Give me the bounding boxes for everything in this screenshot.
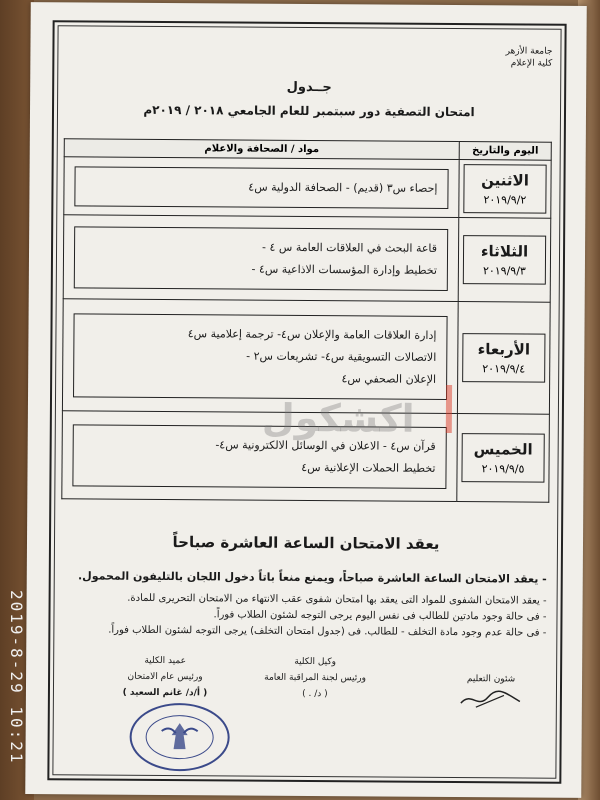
document-paper xyxy=(25,2,587,798)
institution-header xyxy=(505,45,552,69)
watermark-accent xyxy=(446,385,452,433)
official-stamp-icon xyxy=(129,703,229,772)
handwritten-signature-icon xyxy=(456,687,526,711)
faculty-name: كلية الإعلام xyxy=(510,58,553,69)
vice-dean-name: ( د/ . ) xyxy=(302,688,328,700)
university-name: جامعة الأزهر xyxy=(505,46,553,57)
signature-affairs xyxy=(436,671,546,718)
rule-item: - فى حالة وجود مادتين للطالب فى نفس اليوم يرجى التوجه لشئون الطلاب فوراً. xyxy=(213,609,547,623)
dean-name: ( أ/د/ غانم السعيد ) xyxy=(122,687,208,699)
subjects-cell xyxy=(73,313,448,400)
site-watermark: اكشكول xyxy=(261,395,415,441)
subjects-cell xyxy=(74,226,448,291)
day-date: ٢٠١٩/٩/٣ xyxy=(482,264,526,278)
document-heading: جــدول xyxy=(286,79,332,96)
subject-line: الاتصالات التسويقية س٤- تشريعات س٢ - xyxy=(246,349,437,364)
signature-vice-dean xyxy=(240,654,390,703)
subject-line: إحصاء س٣ (قديم) - الصحافة الدولية س٤ xyxy=(248,180,438,195)
subject-line: قرآن س٤ - الاعلان في الوسائل الالكترونية س٤- xyxy=(215,437,436,453)
vice-dean-role: ورئيس لجنة المراقبة العامة xyxy=(264,672,366,684)
table-row xyxy=(64,157,551,218)
exam-schedule-table xyxy=(61,138,552,502)
rule-item: - يعقد الامتحان الشفوى للمواد التى يعقد بها امتحان شفوى عقب الانتهاء من الامتحان التحريرى للمادة. xyxy=(127,592,547,607)
day-name: الاثنين xyxy=(481,171,529,190)
document-frame xyxy=(47,20,566,784)
subject-line: تخطيط وإدارة المؤسسات الاذاعية س٤ - xyxy=(251,262,437,277)
column-header-subjects: مواد / الصحافة والاعلام xyxy=(64,139,459,160)
subject-line: قاعة البحث في العلاقات العامة س ٤ - xyxy=(261,240,438,255)
subject-line: الإعلان الصحفي س٤ xyxy=(341,371,437,386)
exam-time-notice: يعقد الامتحان الساعة العاشرة صباحاً xyxy=(172,533,440,553)
eagle-emblem-icon xyxy=(131,705,227,770)
day-name: الأربعاء xyxy=(477,340,531,359)
document-subheading: امتحان التصفية دور سبتمبر للعام الجامعي ٢٠١٨ / ٢٠١٩م xyxy=(143,102,475,120)
table-row xyxy=(63,215,551,302)
day-name: الخميس xyxy=(473,440,533,459)
day-date: ٢٠١٩/٩/٢ xyxy=(483,193,527,207)
photo-timestamp: 2019-8-29 10:21 xyxy=(7,590,26,765)
day-name: الثلاثاء xyxy=(480,242,529,261)
affairs-title: شئون التعليم xyxy=(466,674,516,685)
subject-line: تخطيط الحملات الإعلانية س٤ xyxy=(301,460,436,475)
rule-item: - فى حالة عدم وجود مادة التخلف - للطالب. فى (جدول امتحان التخلف) يرجى التوجه لشئون الطلاب فوراً. xyxy=(108,624,547,639)
rule-item: - يعقد الامتحان الساعة العاشرة صباحاً، ويمنع منعاً باتاً دخول اللجان بالتليفون المحمول. xyxy=(77,569,547,586)
exam-rules xyxy=(64,568,546,641)
day-date: ٢٠١٩/٩/٤ xyxy=(482,362,526,376)
vice-dean-title: وكيل الكلية xyxy=(294,656,337,668)
column-header-day: اليوم والتاريخ xyxy=(459,142,551,161)
subjects-cell xyxy=(74,166,448,209)
day-date: ٢٠١٩/٩/٥ xyxy=(481,462,525,476)
dean-title: عميد الكلية xyxy=(144,655,187,667)
signature-dean xyxy=(90,652,240,701)
subject-line: إدارة العلاقات العامة والإعلان س٤- ترجمة إعلامية س٤ xyxy=(187,326,437,342)
dean-role: ورئيس عام الامتحان xyxy=(127,671,203,683)
